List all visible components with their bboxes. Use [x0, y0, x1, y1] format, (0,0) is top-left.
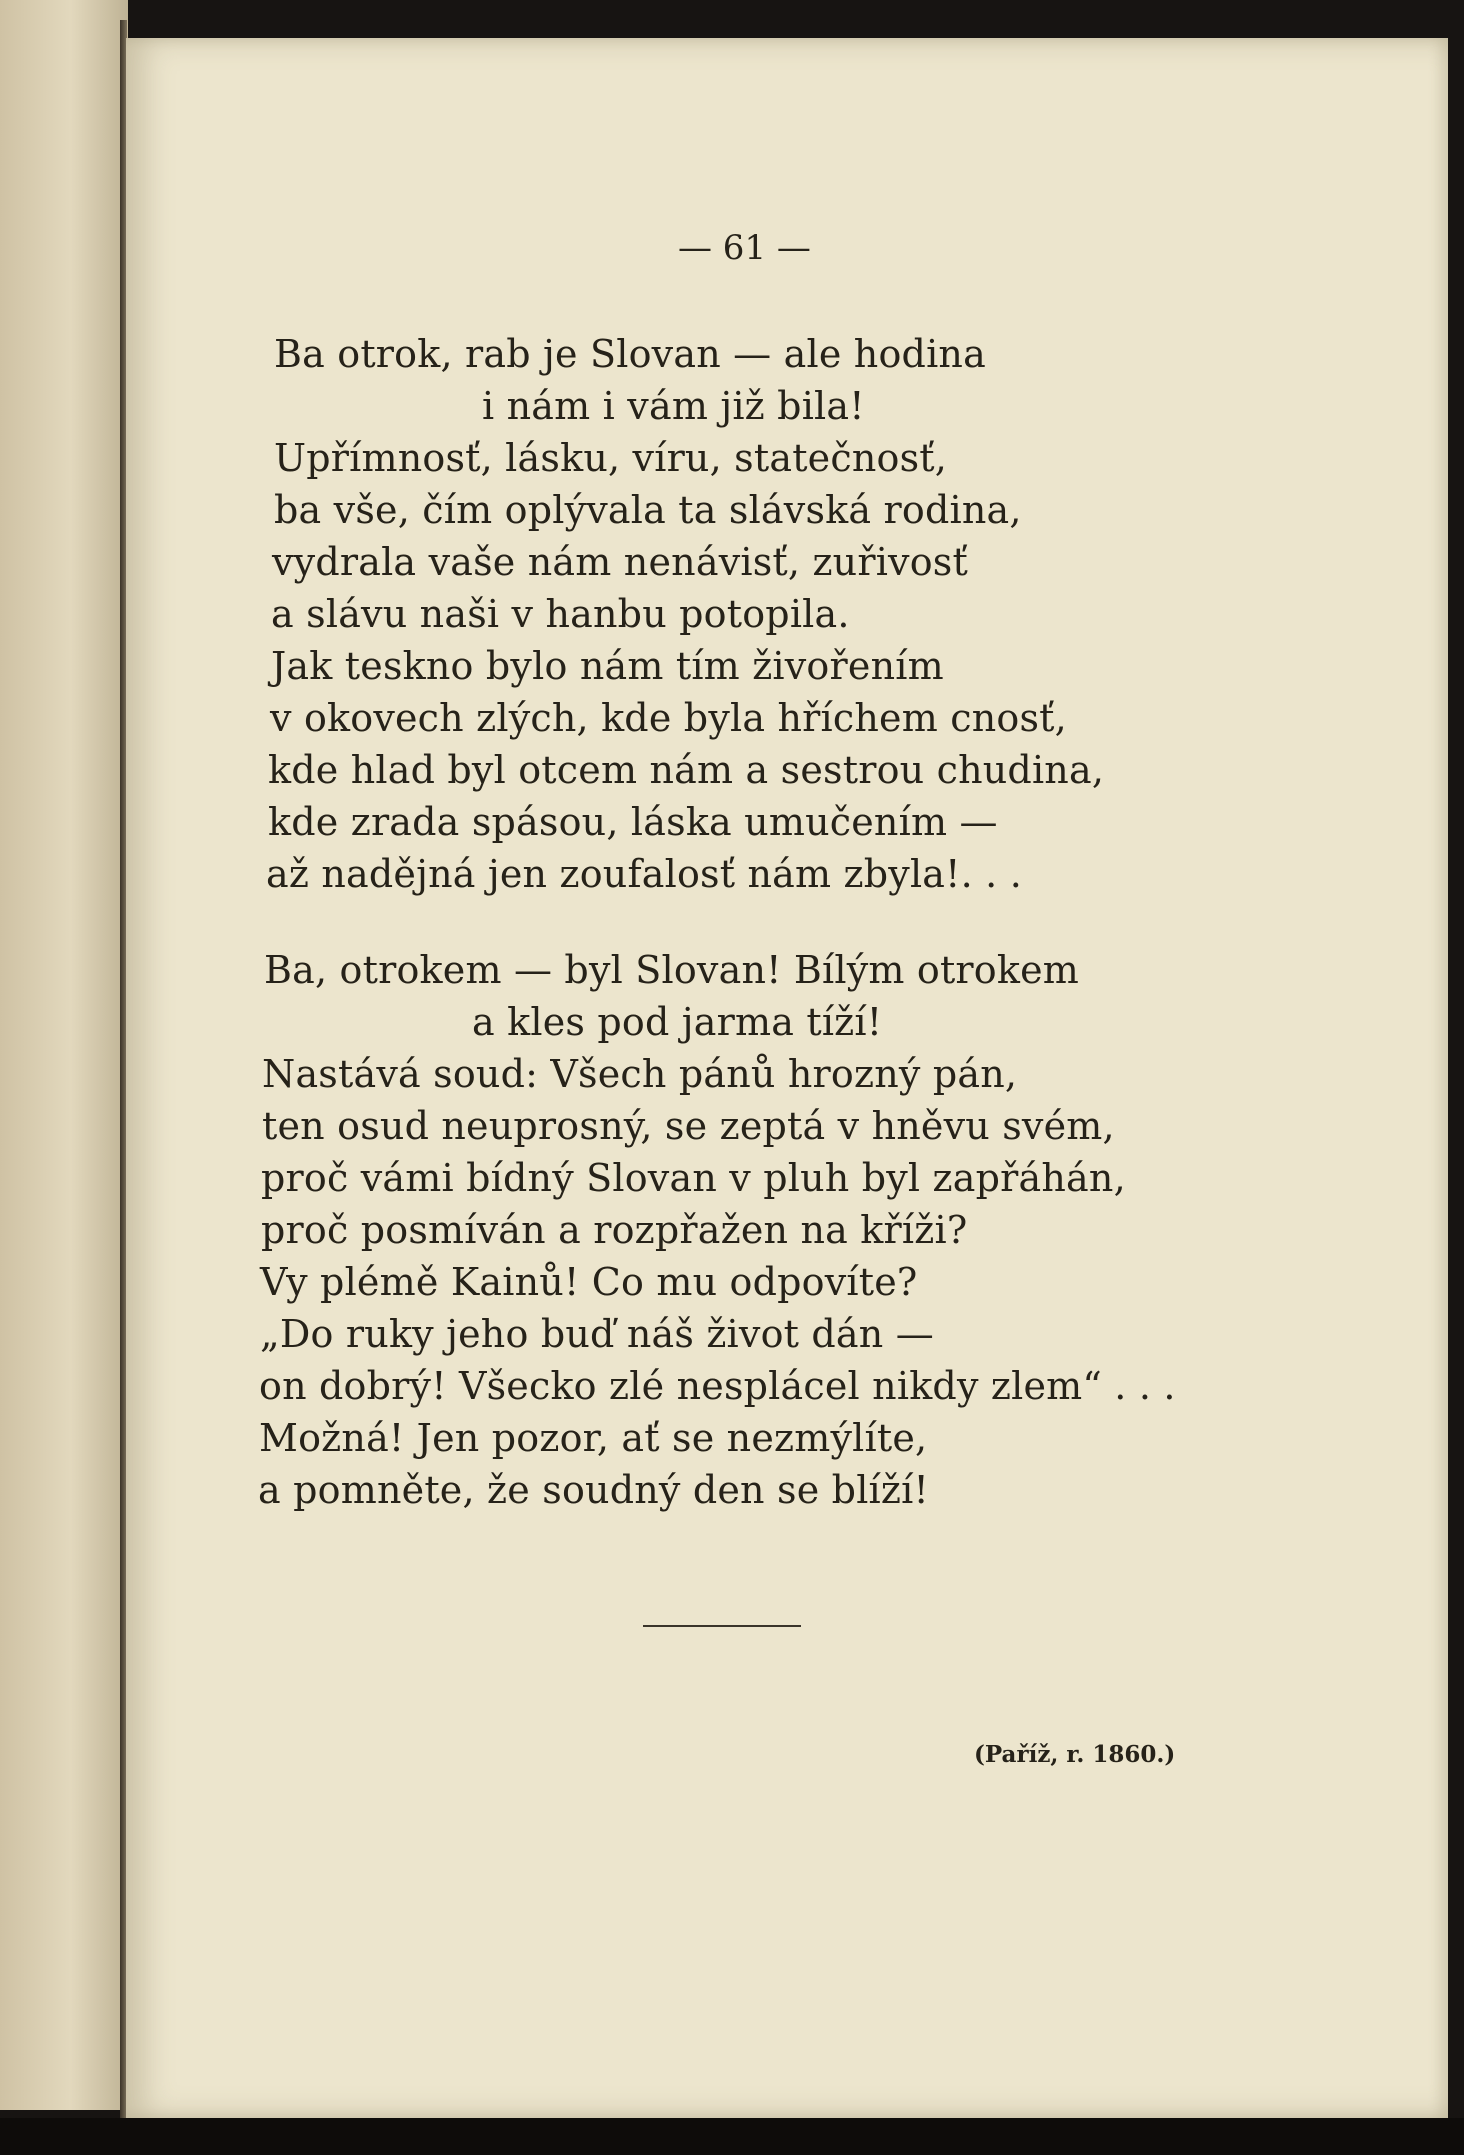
poem-line: v okovech zlých, kde byla hříchem cnosť, — [270, 696, 1067, 740]
poem-line: on dobrý! Všecko zlé nesplácel nikdy zlem“ . . . — [259, 1364, 1176, 1408]
poem-line: i nám i vám již bila! — [482, 384, 865, 428]
poem-line: a slávu naši v hanbu potopila. — [271, 592, 850, 636]
section-divider — [643, 1625, 801, 1627]
poem-line: a kles pod jarma tíží! — [472, 1000, 883, 1044]
poem-line: a pomněte, že soudný den se blíží! — [258, 1468, 929, 1512]
scan-bottom-edge — [0, 2118, 1464, 2155]
poem-line: kde zrada spásou, láska umučením — — [268, 800, 998, 844]
poem-line: Nastává soud: Všech pánů hrozný pán, — [262, 1052, 1018, 1096]
poem-line: ten osud neuprosný, se zeptá v hněvu svém, — [262, 1104, 1115, 1148]
poem-line: ba vše, čím oplývala ta slávská rodina, — [274, 488, 1022, 532]
poem-line: proč vámi bídný Slovan v pluh byl zapřáhán, — [261, 1156, 1126, 1200]
poem-line: Možná! Jen pozor, ať se nezmýlíte, — [259, 1416, 928, 1460]
poem-line: Vy plémě Kainů! Co mu odpovíte? — [260, 1260, 918, 1304]
poem-line: Jak teskno bylo nám tím živořením — [271, 644, 944, 688]
poem-line: Upřímnosť, lásku, víru, statečnosť, — [274, 436, 948, 480]
poem-line: až nadějná jen zoufalosť nám zbyla!. . . — [266, 852, 1023, 896]
place-date-signature: (Paříž, r. 1860.) — [974, 1741, 1176, 1768]
poem-line: vydrala vaše nám nenávisť, zuřivosť — [272, 540, 968, 584]
poem-line: „Do ruky jeho buď náš život dán — — [260, 1312, 934, 1356]
page-number: — 61 — — [678, 228, 811, 268]
poem-line: kde hlad byl otcem nám a sestrou chudina, — [268, 748, 1105, 792]
facing-page-edge — [0, 0, 128, 2110]
poem-line: Ba, otrokem — byl Slovan! Bílým otrokem — [264, 948, 1080, 992]
poem-line: proč posmíván a rozpřažen na kříži? — [261, 1208, 968, 1252]
poem-line: Ba otrok, rab je Slovan — ale hodina — [274, 332, 986, 376]
